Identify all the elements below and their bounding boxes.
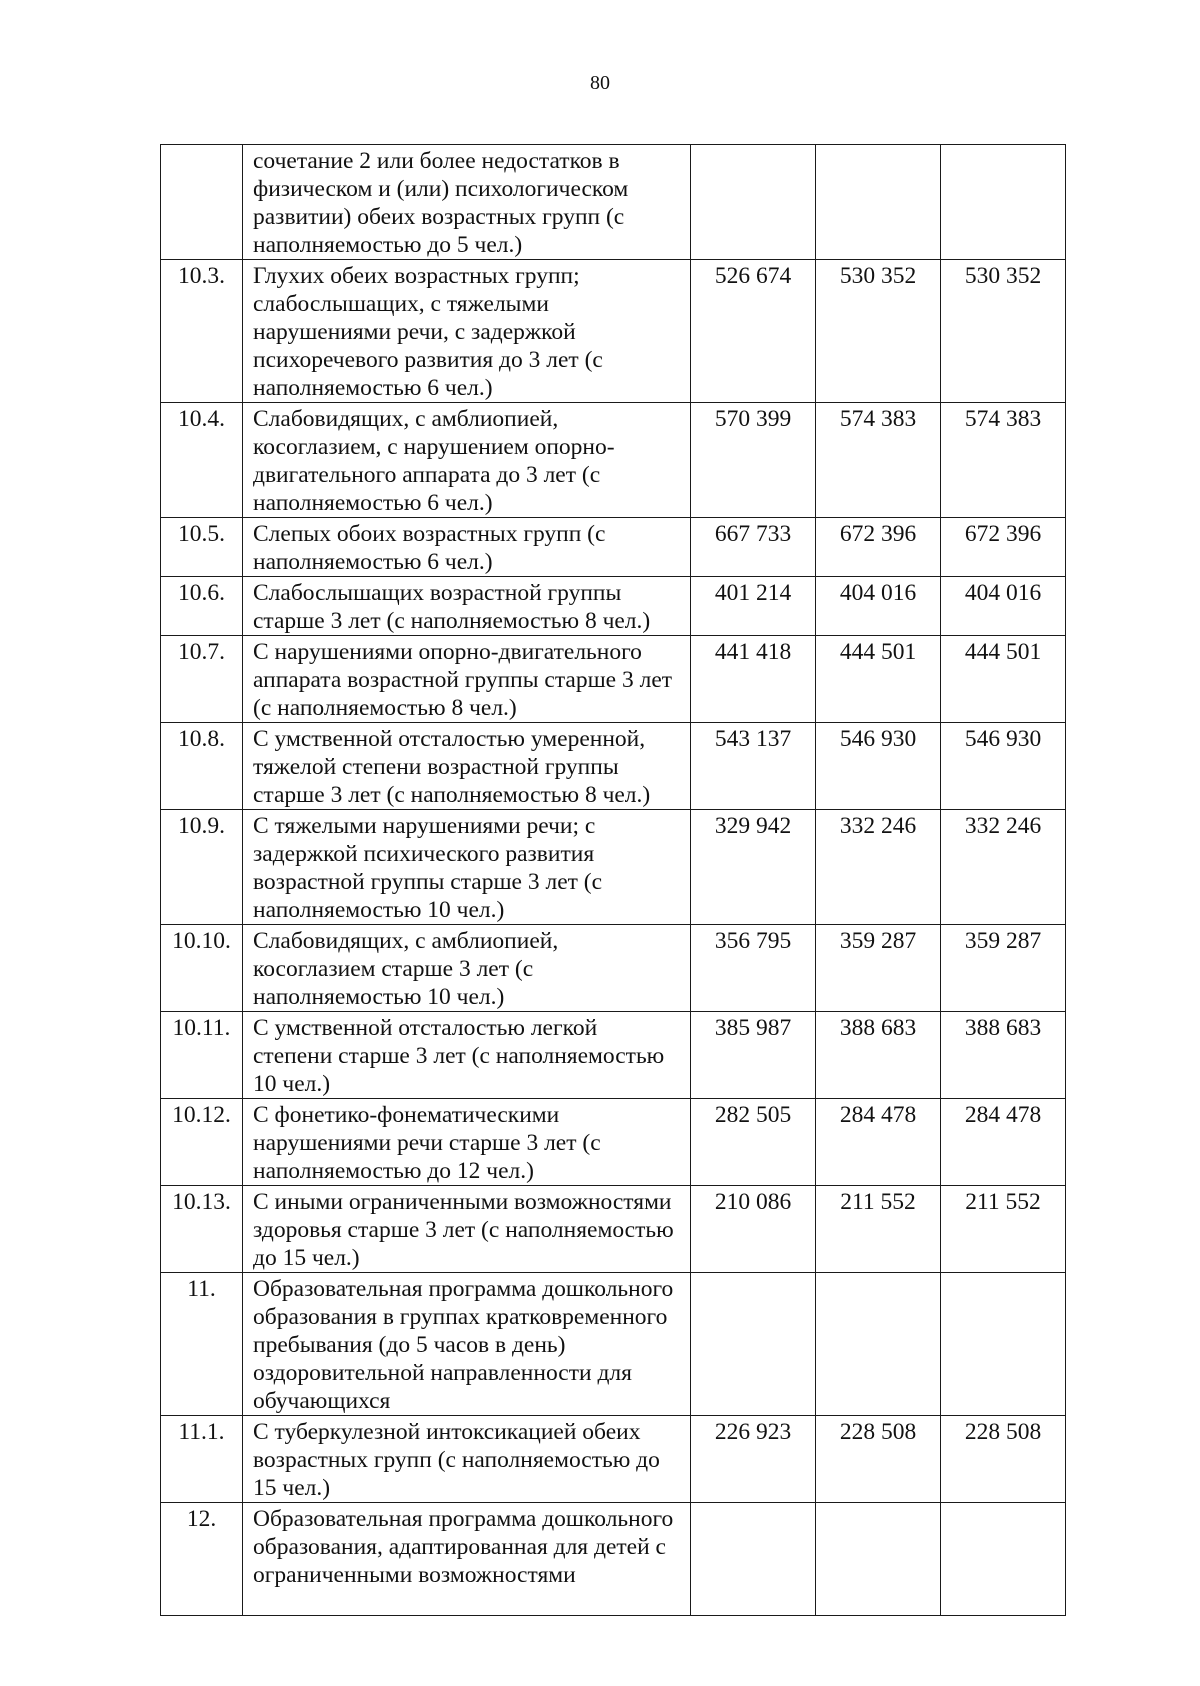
- row-value-3: 444 501: [941, 636, 1066, 723]
- row-value-3: 284 478: [941, 1099, 1066, 1186]
- row-value-2: 404 016: [816, 577, 941, 636]
- table-row: [161, 925, 1066, 1012]
- row-value-2: 332 246: [816, 810, 941, 925]
- row-value-2: 284 478: [816, 1099, 941, 1186]
- table-row: [161, 260, 1066, 403]
- row-value-3: [941, 1503, 1066, 1616]
- row-value-3: 546 930: [941, 723, 1066, 810]
- row-description: Слабовидящих, с амблиопией, косоглазием старше 3 лет (с наполняемостью 10 чел.): [243, 925, 691, 1012]
- row-description: С иными ограниченными возможностями здоровья старше 3 лет (с наполняемостью до 15 чел.): [243, 1186, 691, 1273]
- row-number: 10.9.: [161, 810, 243, 925]
- row-value-1: [691, 1273, 816, 1416]
- row-value-3: 388 683: [941, 1012, 1066, 1099]
- row-value-1: 329 942: [691, 810, 816, 925]
- row-description: Слабовидящих, с амблиопией, косоглазием, с нарушением опорно-двигательного аппарата до 3 лет (с наполняемостью 6 чел.): [243, 403, 691, 518]
- row-number: 10.8.: [161, 723, 243, 810]
- page-number: 80: [590, 72, 610, 94]
- row-value-1: 570 399: [691, 403, 816, 518]
- row-value-1: 282 505: [691, 1099, 816, 1186]
- row-number: 10.6.: [161, 577, 243, 636]
- row-value-1: 226 923: [691, 1416, 816, 1503]
- row-number: 10.7.: [161, 636, 243, 723]
- row-value-1: 526 674: [691, 260, 816, 403]
- row-description: Глухих обеих возрастных групп; слабослышащих, с тяжелыми нарушениями речи, с задержкой психоречевого развития до 3 лет (с наполняемостью 6 чел.): [243, 260, 691, 403]
- row-value-1: 385 987: [691, 1012, 816, 1099]
- row-value-2: [816, 1503, 941, 1616]
- table-row: [161, 1503, 1066, 1616]
- row-value-1: 356 795: [691, 925, 816, 1012]
- row-number: [161, 145, 243, 260]
- table-row: [161, 636, 1066, 723]
- row-number: 10.4.: [161, 403, 243, 518]
- row-number: 10.11.: [161, 1012, 243, 1099]
- table-row: [161, 145, 1066, 260]
- table-row: [161, 403, 1066, 518]
- row-description: сочетание 2 или более недостатков в физическом и (или) психологическом развитии) обеих возрастных групп (с наполняемостью до 5 чел.): [243, 145, 691, 260]
- row-value-3: 228 508: [941, 1416, 1066, 1503]
- row-value-3: 404 016: [941, 577, 1066, 636]
- row-value-3: 359 287: [941, 925, 1066, 1012]
- row-value-1: [691, 145, 816, 260]
- table-row: [161, 577, 1066, 636]
- row-description: С умственной отсталостью умеренной, тяжелой степени возрастной группы старше 3 лет (с наполняемостью 8 чел.): [243, 723, 691, 810]
- row-description: С нарушениями опорно-двигательного аппарата возрастной группы старше 3 лет (с наполняемостью 8 чел.): [243, 636, 691, 723]
- row-value-2: 228 508: [816, 1416, 941, 1503]
- table-row: [161, 723, 1066, 810]
- row-description: Слабослышащих возрастной группы старше 3 лет (с наполняемостью 8 чел.): [243, 577, 691, 636]
- table-row: [161, 1273, 1066, 1416]
- row-number: 11.1.: [161, 1416, 243, 1503]
- row-number: 10.12.: [161, 1099, 243, 1186]
- row-description: Образовательная программа дошкольного образования в группах кратковременного пребывания (до 5 часов в день) оздоровительной направленности для обучающихся: [243, 1273, 691, 1416]
- row-value-1: 210 086: [691, 1186, 816, 1273]
- row-value-1: 543 137: [691, 723, 816, 810]
- table-row: [161, 518, 1066, 577]
- row-description: С умственной отсталостью легкой степени старше 3 лет (с наполняемостью 10 чел.): [243, 1012, 691, 1099]
- row-value-3: 672 396: [941, 518, 1066, 577]
- row-value-3: 211 552: [941, 1186, 1066, 1273]
- row-value-2: 546 930: [816, 723, 941, 810]
- row-value-2: 672 396: [816, 518, 941, 577]
- row-value-2: 388 683: [816, 1012, 941, 1099]
- row-number: 10.5.: [161, 518, 243, 577]
- row-number: 10.13.: [161, 1186, 243, 1273]
- row-value-3: 530 352: [941, 260, 1066, 403]
- row-description: С туберкулезной интоксикацией обеих возрастных групп (с наполняемостью до 15 чел.): [243, 1416, 691, 1503]
- row-description: С фонетико-фонематическими нарушениями речи старше 3 лет (с наполняемостью до 12 чел.): [243, 1099, 691, 1186]
- table-row: [161, 1012, 1066, 1099]
- table-row: [161, 1099, 1066, 1186]
- row-value-1: [691, 1503, 816, 1616]
- row-value-1: 441 418: [691, 636, 816, 723]
- row-value-2: 211 552: [816, 1186, 941, 1273]
- row-number: 10.3.: [161, 260, 243, 403]
- table-row: [161, 810, 1066, 925]
- row-value-3: 332 246: [941, 810, 1066, 925]
- row-value-2: [816, 1273, 941, 1416]
- row-description: Образовательная программа дошкольного образования, адаптированная для детей с ограниченными возможностями: [243, 1503, 691, 1616]
- row-value-3: 574 383: [941, 403, 1066, 518]
- row-value-2: [816, 145, 941, 260]
- row-value-1: 401 214: [691, 577, 816, 636]
- row-number: 10.10.: [161, 925, 243, 1012]
- row-value-2: 444 501: [816, 636, 941, 723]
- tariff-table: [160, 144, 1066, 1616]
- row-value-1: 667 733: [691, 518, 816, 577]
- row-description: Слепых обоих возрастных групп (с наполняемостью 6 чел.): [243, 518, 691, 577]
- row-value-2: 574 383: [816, 403, 941, 518]
- row-value-2: 530 352: [816, 260, 941, 403]
- row-value-3: [941, 1273, 1066, 1416]
- row-value-3: [941, 145, 1066, 260]
- table-row: [161, 1186, 1066, 1273]
- row-description: С тяжелыми нарушениями речи; с задержкой психического развития возрастной группы старше 3 лет (с наполняемостью 10 чел.): [243, 810, 691, 925]
- table-row: [161, 1416, 1066, 1503]
- row-value-2: 359 287: [816, 925, 941, 1012]
- row-number: 11.: [161, 1273, 243, 1416]
- row-number: 12.: [161, 1503, 243, 1616]
